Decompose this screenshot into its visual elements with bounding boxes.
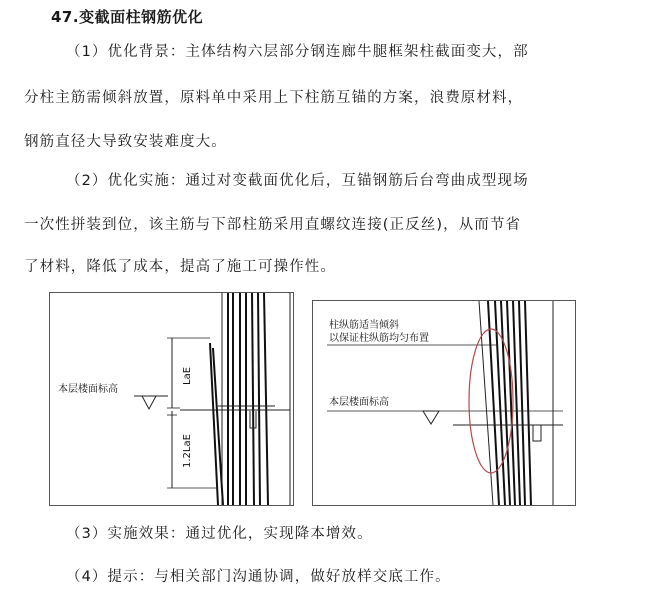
right-note-line-1: 柱纵筋适当倾斜 xyxy=(329,320,399,331)
background-line-1: （1）优化背景：主体结构六层部分钢连廊牛腿框架柱截面变大，部 xyxy=(66,44,529,60)
section-heading: 47.变截面柱钢筋优化 xyxy=(51,8,204,26)
right-floor-label: 本层楼面标高 xyxy=(329,397,389,408)
right-detail-drawing xyxy=(313,301,575,505)
left-floor-label: 本层楼面标高 xyxy=(58,384,118,395)
effect-line: （3）实施效果：通过优化，实现降本增效。 xyxy=(66,526,373,542)
right-note-line-2: 以保证柱纵筋均匀布置 xyxy=(329,333,429,344)
background-line-2: 分柱主筋需倾斜放置，原料单中采用上下柱筋互锚的方案，浪费原材料， xyxy=(24,90,524,106)
implementation-line-3: 了材料，降低了成本，提高了施工可操作性。 xyxy=(24,259,336,275)
left-dim-upper: LaE xyxy=(182,366,193,385)
implementation-line-2: 一次性拼装到位，该主筋与下部柱筋采用直螺纹连接(正反丝)，从而节省 xyxy=(24,217,522,233)
tip-line: （4）提示：与相关部门沟通协调，做好放样交底工作。 xyxy=(66,569,451,585)
right-detail-figure xyxy=(312,300,576,506)
background-line-3: 钢筋直径大导致安装难度大。 xyxy=(24,134,227,150)
implementation-line-1: （2）优化实施：通过对变截面优化后，互锚钢筋后台弯曲成型现场 xyxy=(66,173,529,189)
left-detail-drawing xyxy=(50,293,293,505)
left-dim-lower: 1.2LaE xyxy=(182,434,193,468)
left-detail-figure xyxy=(49,292,294,506)
